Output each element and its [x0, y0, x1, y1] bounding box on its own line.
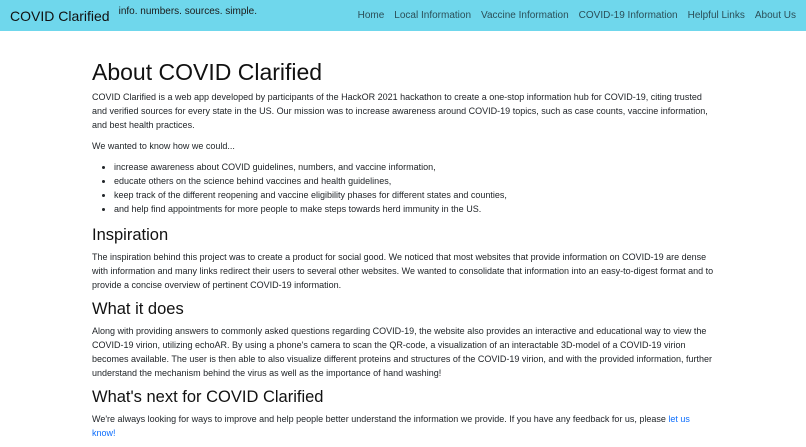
list-item: • increase awareness about COVID guidelines, numbers, and vaccine information, [114, 160, 714, 174]
whats-next-paragraph [92, 412, 714, 440]
nav-link-about-us[interactable]: About Us [754, 10, 796, 21]
brand-tagline: info. numbers. sources. simple. [118, 6, 257, 17]
whats-next-heading: What's next for COVID Clarified [92, 388, 324, 406]
inspiration-heading: Inspiration [92, 226, 169, 244]
what-it-does-paragraph: Along with providing answers to commonly asked questions regarding COVID-19, the website also provides an interactive and educational way to view the COVID-19 virion, utilizing echoAR. By using a phone's camera to scan the QR-code, a visualization of an interactable 3D-model of a COVID-19 virion becomes available. The user is then able to also visualize different proteins and structures of the COVID-19 virion, and with the provided information, further understand the mechanism behind the virus as well as the importance of hand washing! [92, 326, 712, 378]
list-item: • keep track of the different reopening and vaccine eligibility phases for different states and counties, [114, 188, 714, 202]
nav-link-vaccine-information[interactable]: Vaccine Information [481, 10, 569, 21]
what-it-does-heading: What it does [92, 300, 184, 318]
brand-logo-text[interactable]: COVID Clarified [10, 8, 110, 24]
navbar [0, 0, 806, 31]
nav-link-local-information[interactable]: Local Information [394, 10, 472, 21]
intro-paragraph: COVID Clarified is a web app developed by participants of the HackOR 2021 hackathon to create a one-stop information hub for COVID-19, citing trusted and verified sources for every state in the US. Our mission was to increase awareness around COVID-19 topics, such as case counts, vaccine information, and best health practices. [92, 92, 708, 130]
inspiration-paragraph: The inspiration behind this project was to create a product for social good. We noticed that most websites that provide information on COVID-19 are dense with information and many links redirect their users to several other websites. We wanted to consolidate that information into an easy-to-digest format and to provide a concise overview of pertinent COVID-19 information. [92, 252, 714, 290]
main-content [92, 58, 714, 440]
brand-area [10, 0, 257, 24]
feedback-link[interactable]: let us know! [92, 414, 690, 438]
wanted-paragraph: We wanted to know how we could... [92, 141, 235, 151]
whats-next-text: We're always looking for ways to improve and help people better understand the information we provide. If you have any feedback for us, please [92, 414, 669, 424]
list-item: • and help find appointments for more people to make steps towards herd immunity in the US. [114, 202, 714, 216]
nav-link-covid19-information[interactable]: COVID-19 Information [578, 10, 678, 21]
main-nav [348, 10, 796, 22]
list-item: • educate others on the science behind vaccines and health guidelines, [114, 174, 714, 188]
goals-list [92, 160, 714, 216]
nav-link-home[interactable]: Home [357, 10, 385, 21]
nav-link-helpful-links[interactable]: Helpful Links [687, 10, 745, 21]
page-title: About COVID Clarified [92, 59, 323, 85]
